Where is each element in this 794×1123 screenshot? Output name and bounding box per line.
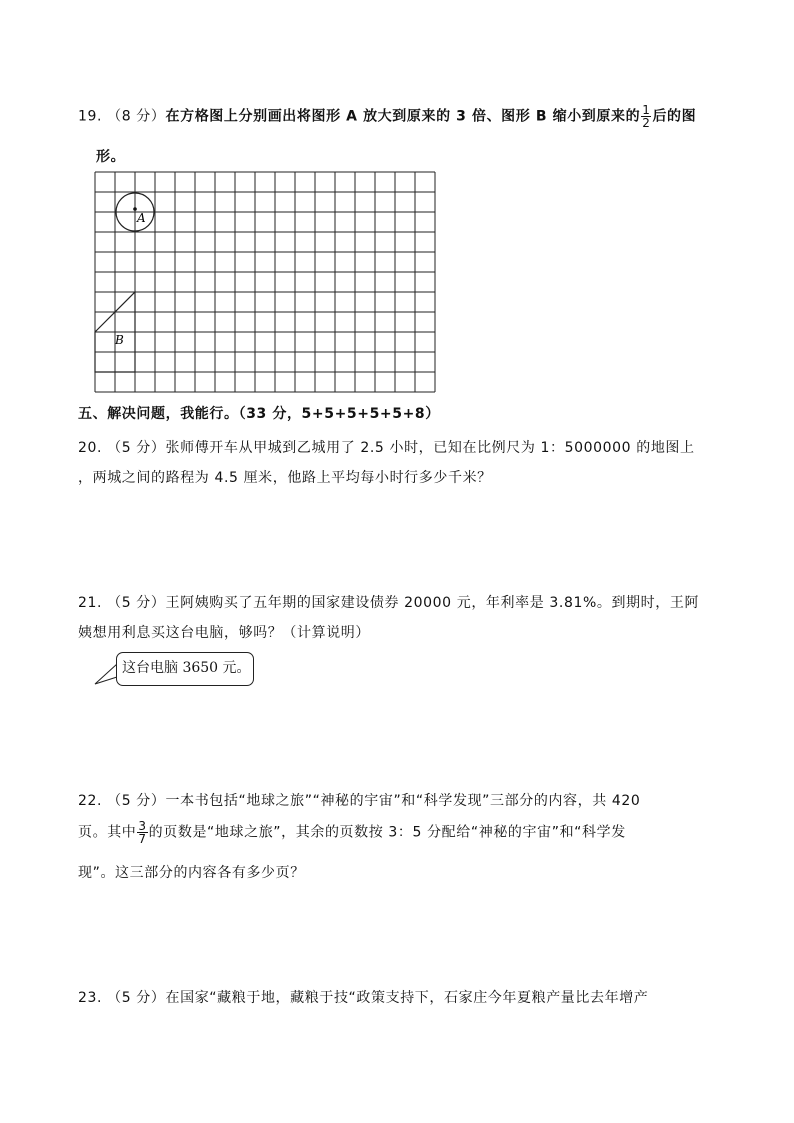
section-title: 五、解决问题，我能行。（33 分，5+5+5+5+5+8） xyxy=(78,406,440,422)
grid-figure xyxy=(94,171,436,393)
q20-number: 20. xyxy=(78,440,103,456)
q22-score: （5 分） xyxy=(107,793,166,809)
q19-text-a: 在方格图上分别画出将图形 A 放大到原来的 3 倍、图形 B 缩小到原来的 xyxy=(165,108,641,125)
q20-score: （5 分） xyxy=(107,440,166,456)
q22-text-2a: 页。其中 xyxy=(78,824,137,841)
q22-line2 xyxy=(78,820,626,845)
figure-a-label: A xyxy=(137,211,146,225)
q19-fraction xyxy=(641,104,651,129)
q22-frac-den: 7 xyxy=(138,832,147,846)
q20-line2: ，两城之间的路程为 4.5 厘米，他路上平均每小时行多少千米？ xyxy=(78,470,492,486)
q21-score: （5 分） xyxy=(107,595,166,611)
q19-frac-den: 2 xyxy=(642,116,651,130)
q19-number: 19. xyxy=(78,108,103,125)
q22-number: 22. xyxy=(78,793,103,809)
figure-b-label: B xyxy=(115,333,124,347)
q19-text-b: 后的图 xyxy=(652,108,697,125)
q19-line2: 形。 xyxy=(96,149,126,165)
q22-text-1: 一本书包括“地球之旅”“神秘的宇宙”和“科学发现”三部分的内容，共 420 xyxy=(165,793,641,809)
q20-text-1: 张师傅开车从甲城到乙城用了 2.5 小时，已知在比例尺为 1：5000000 的地图上 xyxy=(165,440,695,456)
q23-line1 xyxy=(78,987,648,1007)
q21-text-1: 王阿姨购买了五年期的国家建设债券 20000 元，年利率是 3.81%。到期时，王阿 xyxy=(165,595,700,611)
q19-frac-num: 1 xyxy=(642,103,651,117)
speech-bubble-text: 这台电脑 3650 元。 xyxy=(122,660,251,676)
q21-line2: 姨想用利息买这台电脑，够吗？（计算说明） xyxy=(78,625,370,641)
q22-line1 xyxy=(78,790,640,810)
q19-score: （8 分） xyxy=(107,108,166,125)
q22-line3: 现”。这三部分的内容各有多少页？ xyxy=(78,865,305,881)
q22-text-2b: 的页数是“地球之旅”，其余的页数按 3：5 分配给“神秘的宇宙”和“科学发 xyxy=(148,824,626,841)
q22-fraction xyxy=(137,820,147,845)
q23-text-1: 在国家“藏粮于地，藏粮于技“政策支持下，石家庄今年夏粮产量比去年增产 xyxy=(165,990,649,1006)
q23-score: （5 分） xyxy=(107,990,166,1006)
q21-line1 xyxy=(78,592,699,612)
grid-lines xyxy=(95,172,435,392)
q20-line1 xyxy=(78,437,695,457)
q22-frac-num: 3 xyxy=(138,819,147,833)
q19-line1 xyxy=(78,104,696,129)
q23-number: 23. xyxy=(78,990,103,1006)
q21-number: 21. xyxy=(78,595,103,611)
